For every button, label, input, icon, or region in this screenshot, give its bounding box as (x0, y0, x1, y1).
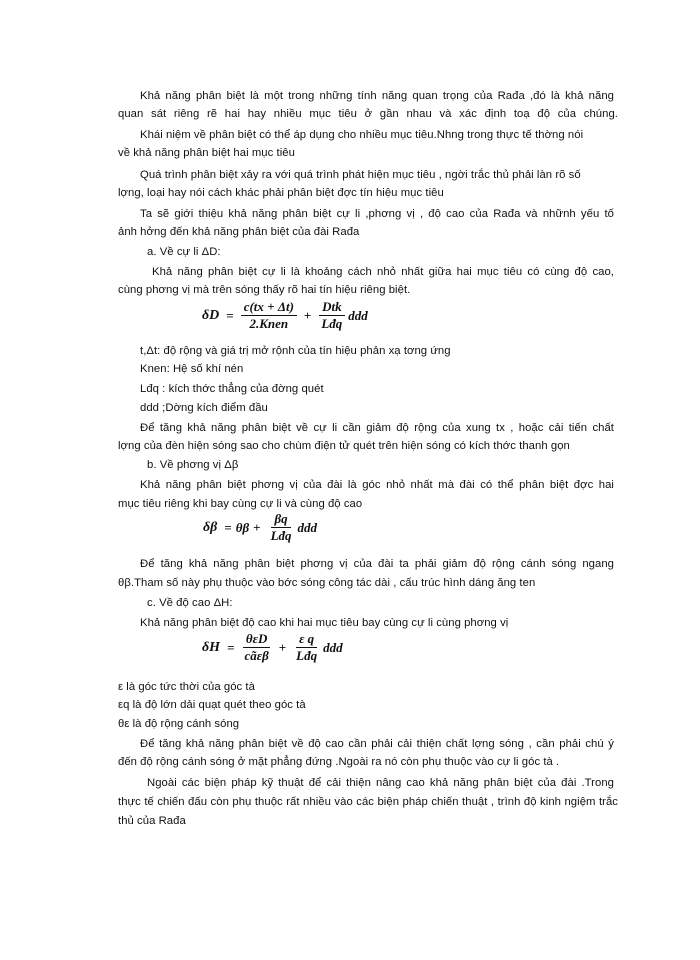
formula-lhs: δβ (203, 519, 218, 535)
formula-azimuth-resolution: δβ = θβ + $\frac{\beta q}{\text{Lđq}}$ ddd (203, 511, 318, 543)
paragraph-line: Khả năng phân biệt là một trong những tính năng quan trọng của Rađa ,đó là khả năng (140, 90, 614, 102)
paragraph-line: Ngoài các biện pháp kỹ thuật để cải thiện nâng cao khả năng phân biệt của đài .Trong (147, 777, 614, 789)
paragraph-line: Quá trình phân biệt xảy ra với quá trình phát hiện mục tiêu , ngời trắc thủ phải làn rõ số (140, 169, 581, 181)
paragraph-line: đến độ rộng cánh sóng ở mặt phẳng đứng .Ngoài ra nó còn phụ thuộc vào cự li góc tà . (118, 756, 560, 768)
paragraph-line: Khái niệm về phân biệt có thể áp dụng cho nhiều mục tiêu.Nhng trong thực tế thờng nói (140, 129, 584, 141)
paragraph-line: về khả năng phân biệt hai mục tiêu (118, 147, 295, 159)
formula-fraction: $\frac{\text{ε q}}{\text{Lđq}}$ (296, 631, 318, 663)
formula-fraction: $\frac{c(tx + \Delta t)}{\text{2.Knen}}$ (241, 300, 297, 331)
formula-range-resolution: δD = $\frac{c(tx + \Delta t)}{\text{2.Knen}}$ + $\frac{\text{Dtk}}{\text{Lđq}}$ ddd (202, 299, 368, 331)
paragraph-line: Khả năng phân biệt độ cao khi hai mục tiêu bay cùng cự li cùng phơng vị (140, 617, 509, 629)
paragraph-line: cùng phơng vị mà trên sóng thấy rõ hai tín hiệu riêng biệt. (118, 284, 411, 296)
definition-line: θε là độ rộng cánh sóng (118, 718, 240, 730)
section-heading-azimuth: b. Về phơng vị Δβ (147, 459, 239, 471)
paragraph-line: lợng, loại hay nói cách khác phải phân biệt đợc tín hiệu mục tiêu (118, 187, 444, 199)
formula-height-resolution: δH = $\frac{\text{θεD}}{\text{cãεβ}}$ + $\frac{\text{ε q}}{\text{Lđq}}$ ddd (202, 631, 343, 663)
paragraph-line: Khả năng phân biệt phơng vị của đài là góc nhỏ nhất mà đài có thể phân biệt đợc hai (140, 479, 614, 491)
paragraph-line: mục tiêu riêng khi bay cùng cự li và cùng độ cao (118, 498, 363, 510)
formula-fraction: $\frac{\text{θεD}}{\text{cãεβ}}$ (244, 631, 269, 663)
paragraph-line: Để tăng khả năng phân biệt về cự li cần giảm độ rộng của xung tx , hoặc cải tiến chất (140, 422, 614, 434)
paragraph-line: quan sát riêng rẽ hai hay nhiều mục tiêu ở gần nhau và xác định toạ độ của chúng. (118, 108, 618, 120)
definition-line: Knen: Hệ số khí nén (140, 363, 244, 375)
section-heading-range: a. Về cự li ΔD: (147, 246, 221, 258)
definition-line: ddd ;Dờng kích điểm đầu (140, 402, 268, 414)
paragraph-line: thủ của Rađa (118, 815, 186, 827)
formula-fraction: $\frac{\beta q}{\text{Lđq}}$ (270, 511, 292, 543)
paragraph-line: θβ.Tham số này phụ thuộc vào bớc sóng công tác dài , cấu trúc hình dáng ăng ten (118, 577, 536, 589)
paragraph-line: thực tế chiến đấu còn phụ thuộc rất nhiều vào các biện pháp chiến thuật , trình độ kinh ngiệm trắc (118, 796, 618, 808)
paragraph-line: Để tăng khả năng phân biệt phơng vị của đài ta phải giảm độ rộng cánh sóng ngang (140, 558, 614, 570)
paragraph-line: Khả năng phân biệt cự li là khoảng cách nhỏ nhất giữa hai mục tiêu có cùng độ cao, (152, 266, 614, 278)
paragraph-line: Ta sẽ giới thiệu khả năng phân biệt cự li ,phơng vị , độ cao của Rađa và nhữnh yếu tố (140, 208, 614, 220)
formula-lhs: δD (202, 307, 220, 323)
paragraph-line: Để tăng khả năng phân biệt về độ cao cần phải cải thiện chất lợng sóng , cần phải chú ý (140, 738, 614, 750)
definition-line: ε là góc tức thời của góc tà (118, 681, 255, 693)
definition-line: t,Δt: độ rộng và giá trị mở rộnh của tín hiệu phản xạ tơng ứng (140, 345, 451, 357)
section-heading-height: c. Về độ cao ΔH: (147, 597, 233, 609)
paragraph-line: ảnh hởng đến khả năng phân biệt của đài Rađa (118, 226, 360, 238)
definition-line: Lđq : kích thớc thẳng của đờng quét (140, 383, 324, 395)
formula-fraction: $\frac{\text{Dtk}}{\text{Lđq}}$ (318, 300, 345, 331)
formula-lhs: δH (202, 639, 221, 655)
definition-line: εq là độ lớn dải quạt quét theo góc tà (118, 699, 306, 711)
paragraph-line: lợng của đèn hiện sóng sao cho chùm điện tử quét trên hiện sóng có kích thớc thanh gọn (118, 440, 570, 452)
